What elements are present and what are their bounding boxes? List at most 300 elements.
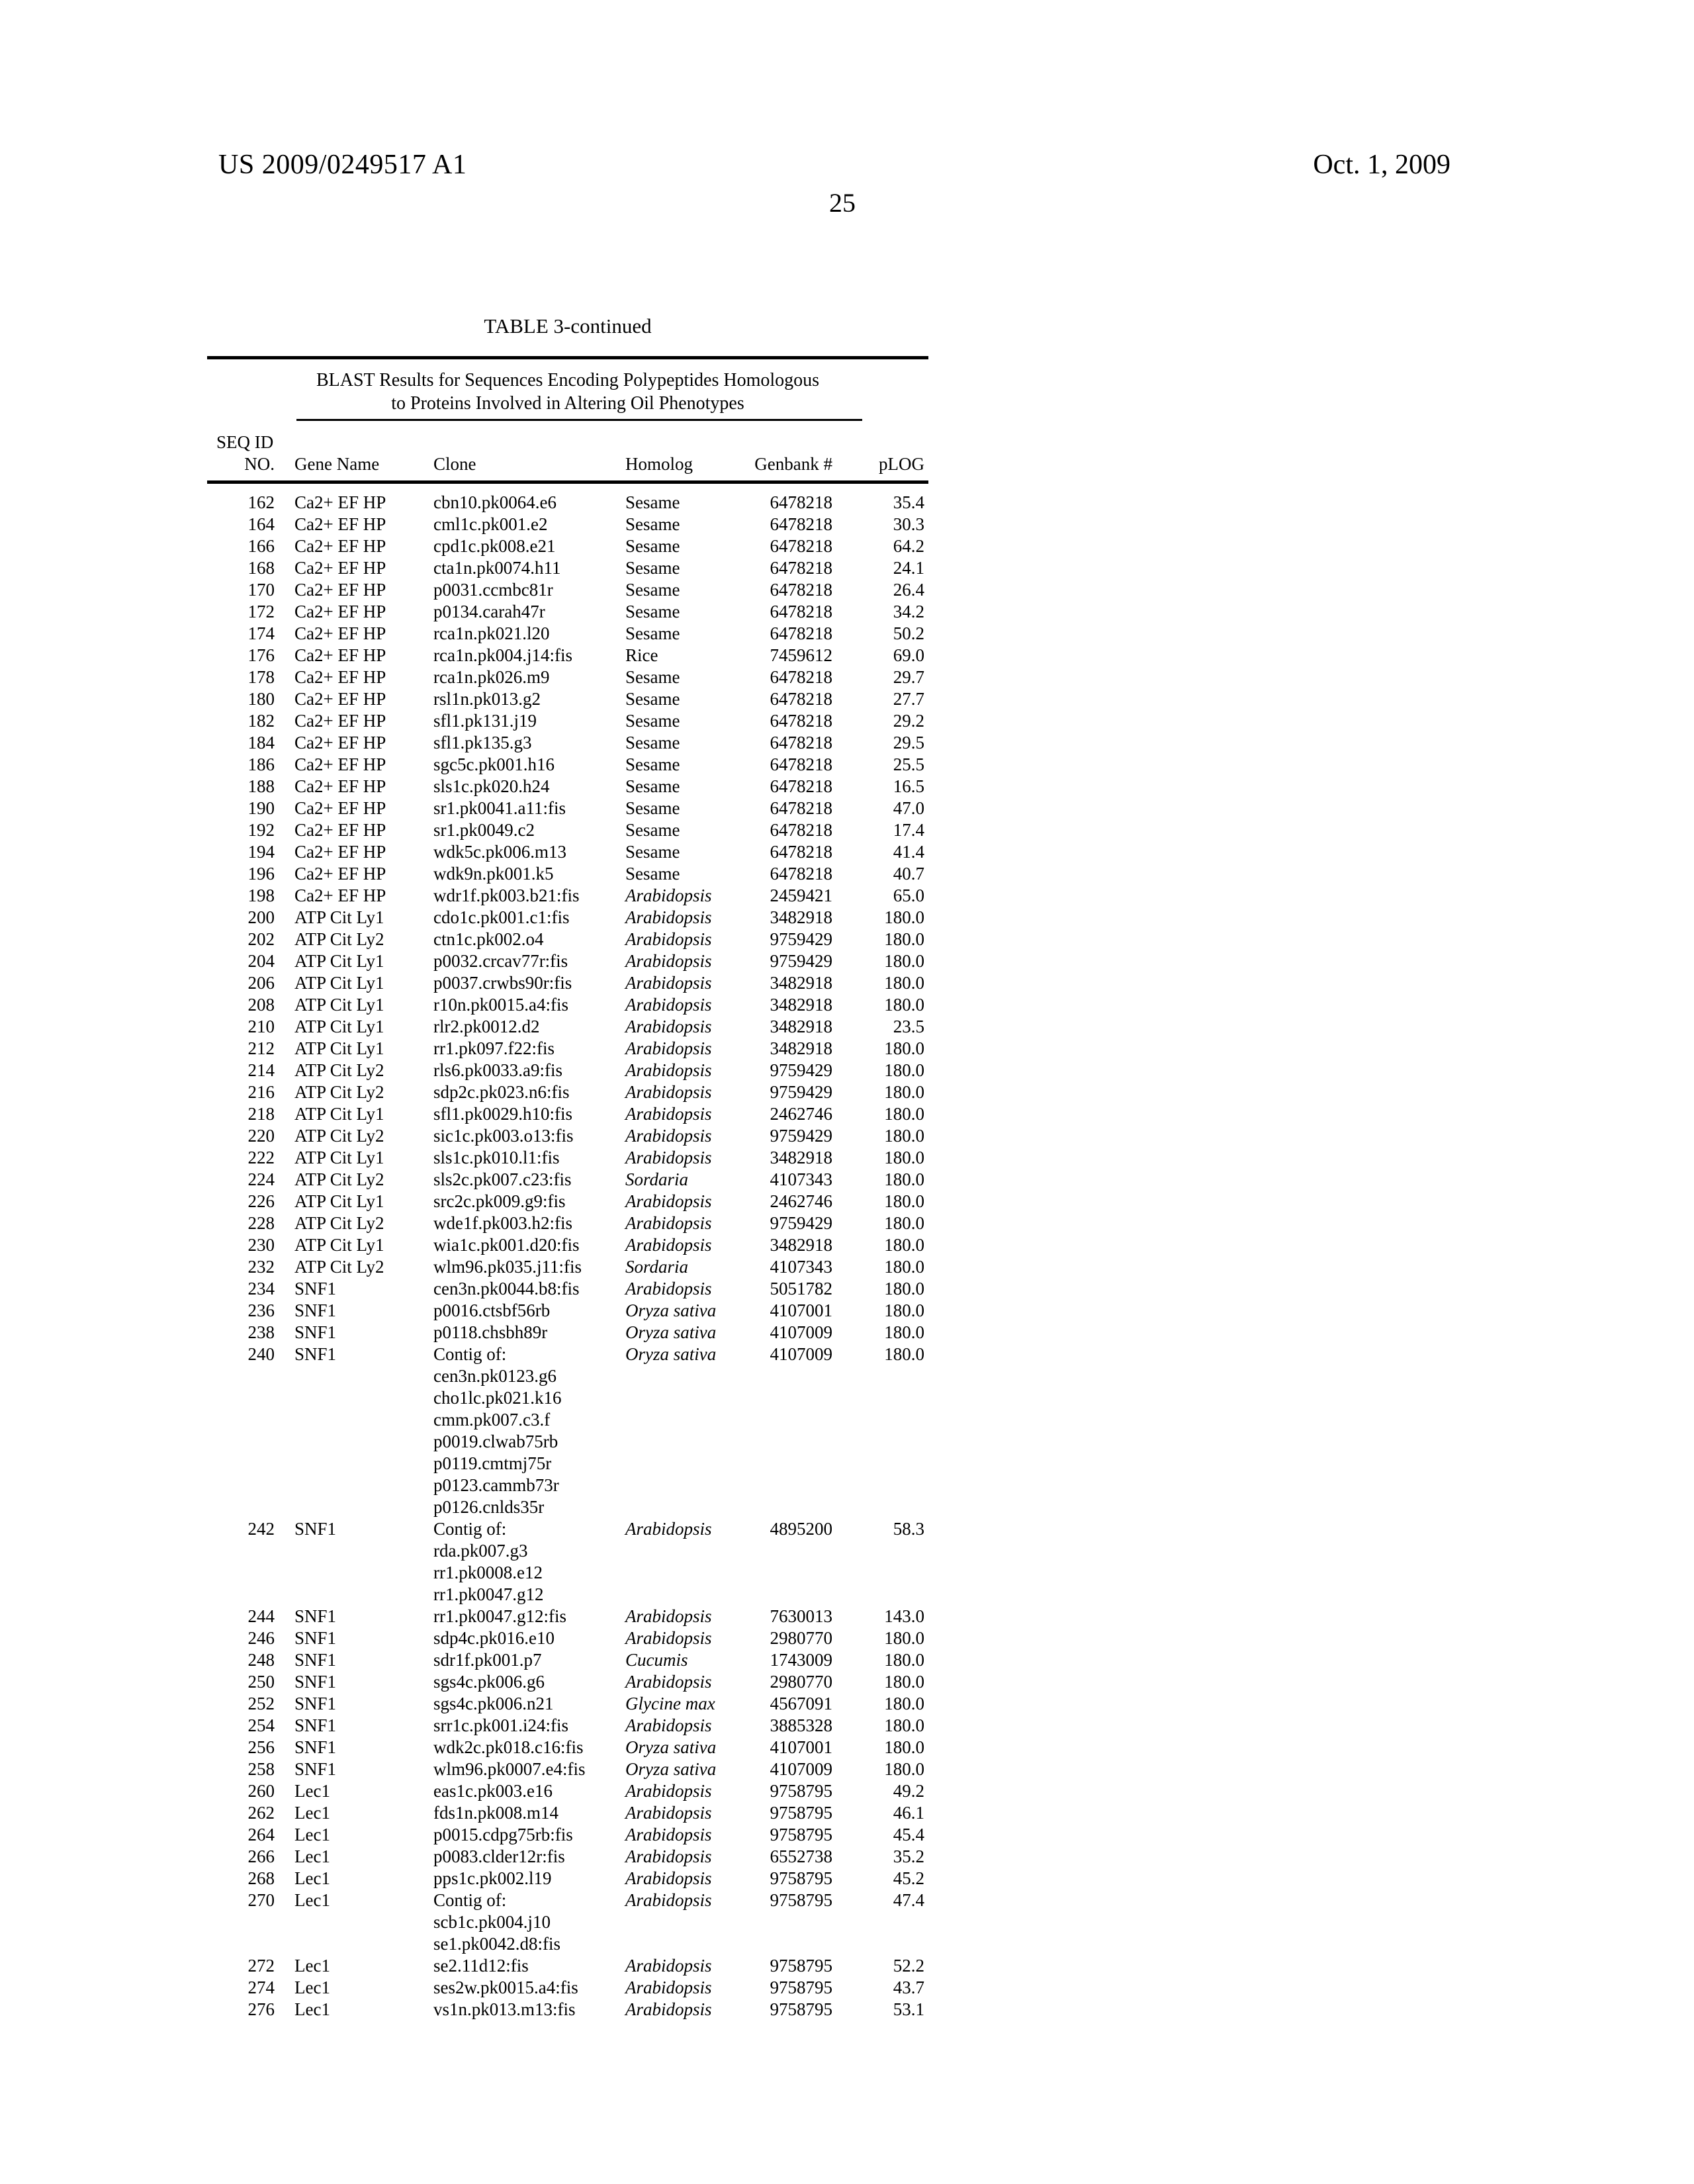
table-row <box>207 1868 928 1889</box>
cell-plog: 180.0 <box>884 1715 924 1735</box>
cell-gene-name: Ca2+ EF HP <box>294 886 386 905</box>
cell-clone <box>433 929 625 950</box>
cell-genbank: 6478218 <box>770 558 832 578</box>
table-row <box>207 1627 928 1649</box>
cell-genbank: 9758795 <box>770 1825 832 1844</box>
cell-seq-id: 202 <box>247 929 275 949</box>
clone-line: scb1c.pk004.j10 <box>433 1912 551 1932</box>
cell-seq-id: 230 <box>247 1235 275 1255</box>
cell-homolog: Arabidopsis <box>625 1235 712 1255</box>
table-row <box>207 863 928 885</box>
cell-genbank: 4107009 <box>770 1322 832 1342</box>
clone-line: cen3n.pk0123.g6 <box>433 1366 557 1386</box>
cell-plog: 47.0 <box>893 798 924 818</box>
cell-homolog: Arabidopsis <box>625 1956 712 1976</box>
cell-seq-id: 198 <box>247 886 275 905</box>
cell-seq-id: 234 <box>247 1279 275 1298</box>
table-row <box>207 1955 928 1977</box>
cell-gene-name: Ca2+ EF HP <box>294 623 386 643</box>
col-header-clone: Clone <box>433 454 476 474</box>
table-row <box>207 1824 928 1846</box>
cell-genbank: 4107343 <box>770 1169 832 1189</box>
clone-line: wdk2c.pk018.c16:fis <box>433 1737 584 1757</box>
table-row <box>207 929 928 950</box>
cell-seq-id: 170 <box>247 580 275 600</box>
table-row <box>207 688 928 710</box>
cell-gene-name: Ca2+ EF HP <box>294 667 386 687</box>
publication-date: Oct. 1, 2009 <box>1313 150 1450 180</box>
cell-genbank: 9759429 <box>770 1082 832 1102</box>
cell-homolog: Arabidopsis <box>625 907 712 927</box>
cell-homolog: Sesame <box>625 536 680 556</box>
cell-seq-id: 244 <box>247 1606 275 1626</box>
cell-seq-id: 240 <box>247 1344 275 1364</box>
cell-plog: 25.5 <box>893 754 924 774</box>
cell-clone <box>433 754 625 776</box>
cell-plog: 47.4 <box>893 1890 924 1910</box>
page-number: 25 <box>829 188 856 218</box>
clone-line: wlm96.pk0007.e4:fis <box>433 1759 586 1779</box>
table-row <box>207 1278 928 1300</box>
cell-plog: 16.5 <box>893 776 924 796</box>
table-row <box>207 1103 928 1125</box>
cell-clone <box>433 601 625 623</box>
cell-genbank: 4107001 <box>770 1737 832 1757</box>
table-row <box>207 557 928 579</box>
cell-genbank: 9758795 <box>770 1803 832 1823</box>
cell-gene-name: Ca2+ EF HP <box>294 733 386 752</box>
clone-line: sgc5c.pk001.h16 <box>433 754 555 774</box>
cell-plog: 26.4 <box>893 580 924 600</box>
table-row <box>207 1191 928 1212</box>
table-header-row <box>207 453 928 475</box>
cell-seq-id: 196 <box>247 864 275 884</box>
cell-gene-name: ATP Cit Ly2 <box>294 1126 384 1146</box>
cell-genbank: 3482918 <box>770 1148 832 1167</box>
cell-clone <box>433 863 625 885</box>
clone-line: ctn1c.pk002.o4 <box>433 929 544 949</box>
cell-plog: 17.4 <box>893 820 924 840</box>
cell-gene-name: Ca2+ EF HP <box>294 820 386 840</box>
cell-homolog: Arabidopsis <box>625 973 712 993</box>
cell-gene-name: ATP Cit Ly1 <box>294 1235 384 1255</box>
cell-clone <box>433 1256 625 1278</box>
cell-plog: 52.2 <box>893 1956 924 1976</box>
cell-plog: 29.7 <box>893 667 924 687</box>
cell-plog: 180.0 <box>884 1191 924 1211</box>
col-header-genbank: Genbank # <box>754 454 832 474</box>
cell-seq-id: 182 <box>247 711 275 731</box>
cell-genbank: 9759429 <box>770 951 832 971</box>
cell-homolog: Arabidopsis <box>625 1890 712 1910</box>
cell-homolog: Arabidopsis <box>625 1038 712 1058</box>
table-row <box>207 1343 928 1518</box>
cell-homolog: Sesame <box>625 667 680 687</box>
cell-clone <box>433 819 625 841</box>
cell-clone <box>433 1169 625 1191</box>
cell-homolog: Arabidopsis <box>625 1781 712 1801</box>
cell-clone <box>433 1693 625 1715</box>
cell-genbank: 9758795 <box>770 1890 832 1910</box>
clone-line: vs1n.pk013.m13:fis <box>433 1999 576 2019</box>
cell-genbank: 9759429 <box>770 929 832 949</box>
cell-genbank: 3482918 <box>770 1235 832 1255</box>
table-row <box>207 1300 928 1322</box>
cell-plog: 180.0 <box>884 1322 924 1342</box>
clone-line: fds1n.pk008.m14 <box>433 1803 558 1823</box>
cell-homolog: Oryza sativa <box>625 1344 717 1364</box>
cell-genbank: 9758795 <box>770 1999 832 2019</box>
table-row <box>207 1212 928 1234</box>
cell-clone <box>433 994 625 1016</box>
cell-gene-name: Ca2+ EF HP <box>294 645 386 665</box>
cell-gene-name: Lec1 <box>294 1999 330 2019</box>
cell-homolog: Arabidopsis <box>625 1999 712 2019</box>
cell-homolog: Glycine max <box>625 1694 715 1713</box>
clone-line: sdr1f.pk001.p7 <box>433 1650 542 1670</box>
clone-line: se1.pk0042.d8:fis <box>433 1934 560 1954</box>
table-row <box>207 535 928 557</box>
cell-genbank: 6478218 <box>770 689 832 709</box>
clone-line: eas1c.pk003.e16 <box>433 1781 553 1801</box>
cell-gene-name: ATP Cit Ly2 <box>294 1257 384 1277</box>
cell-clone <box>433 535 625 557</box>
cell-clone <box>433 1889 625 1955</box>
cell-clone <box>433 1999 625 2021</box>
cell-plog: 180.0 <box>884 1060 924 1080</box>
cell-clone <box>433 950 625 972</box>
clone-line: p0126.cnlds35r <box>433 1497 545 1517</box>
cell-clone <box>433 1649 625 1671</box>
clone-line: sic1c.pk003.o13:fis <box>433 1126 574 1146</box>
cell-gene-name: SNF1 <box>294 1606 337 1626</box>
cell-seq-id: 174 <box>247 623 275 643</box>
cell-plog: 45.2 <box>893 1868 924 1888</box>
table-row <box>207 1715 928 1737</box>
cell-seq-id: 236 <box>247 1300 275 1320</box>
cell-gene-name: Lec1 <box>294 1781 330 1801</box>
cell-homolog: Arabidopsis <box>625 1628 712 1648</box>
clone-line: p0015.cdpg75rb:fis <box>433 1825 573 1844</box>
table-row <box>207 841 928 863</box>
cell-seq-id: 238 <box>247 1322 275 1342</box>
cell-genbank: 6478218 <box>770 492 832 512</box>
cell-plog: 180.0 <box>884 1126 924 1146</box>
cell-genbank: 2980770 <box>770 1672 832 1692</box>
cell-homolog: Arabidopsis <box>625 1519 712 1539</box>
table-row <box>207 1038 928 1060</box>
cell-plog: 46.1 <box>893 1803 924 1823</box>
table-row <box>207 907 928 929</box>
cell-clone <box>433 841 625 863</box>
cell-genbank: 6478218 <box>770 754 832 774</box>
cell-seq-id: 260 <box>247 1781 275 1801</box>
cell-clone <box>433 1038 625 1060</box>
cell-seq-id: 164 <box>247 514 275 534</box>
cell-clone <box>433 666 625 688</box>
cell-seq-id: 222 <box>247 1148 275 1167</box>
table-row <box>207 623 928 645</box>
cell-homolog: Arabidopsis <box>625 1213 712 1233</box>
cell-plog: 35.4 <box>893 492 924 512</box>
cell-gene-name: Lec1 <box>294 1825 330 1844</box>
cell-plog: 180.0 <box>884 973 924 993</box>
clone-line: sgs4c.pk006.g6 <box>433 1672 545 1692</box>
cell-plog: 43.7 <box>893 1978 924 1997</box>
cell-seq-id: 276 <box>247 1999 275 2019</box>
cell-homolog: Arabidopsis <box>625 1191 712 1211</box>
cell-seq-id: 256 <box>247 1737 275 1757</box>
col-header-seq-id: SEQ ID <box>216 432 274 452</box>
table-row <box>207 1081 928 1103</box>
cell-homolog: Sesame <box>625 514 680 534</box>
cell-plog: 180.0 <box>884 1737 924 1757</box>
clone-line: sfl1.pk135.g3 <box>433 733 532 752</box>
table-row <box>207 1125 928 1147</box>
cell-genbank: 2980770 <box>770 1628 832 1648</box>
cell-genbank: 9759429 <box>770 1126 832 1146</box>
cell-homolog: Arabidopsis <box>625 1104 712 1124</box>
table-row <box>207 492 928 514</box>
cell-gene-name: Lec1 <box>294 1846 330 1866</box>
cell-clone <box>433 776 625 797</box>
cell-clone <box>433 797 625 819</box>
table-row <box>207 732 928 754</box>
col-header-no: NO. <box>244 454 275 474</box>
patent-number: US 2009/0249517 A1 <box>218 150 467 180</box>
clone-line: pps1c.pk002.l19 <box>433 1868 552 1888</box>
cell-seq-id: 228 <box>247 1213 275 1233</box>
cell-plog: 58.3 <box>893 1519 924 1539</box>
cell-plog: 180.0 <box>884 1213 924 1233</box>
cell-plog: 69.0 <box>893 645 924 665</box>
cell-genbank: 7459612 <box>770 645 832 665</box>
cell-seq-id: 262 <box>247 1803 275 1823</box>
clone-line: rca1n.pk026.m9 <box>433 667 550 687</box>
cell-seq-id: 180 <box>247 689 275 709</box>
cell-clone <box>433 1081 625 1103</box>
cell-seq-id: 204 <box>247 951 275 971</box>
cell-plog: 180.0 <box>884 1694 924 1713</box>
cell-seq-id: 242 <box>247 1519 275 1539</box>
cell-clone <box>433 732 625 754</box>
cell-homolog: Arabidopsis <box>625 929 712 949</box>
clone-line: cmm.pk007.c3.f <box>433 1410 551 1430</box>
table-row <box>207 819 928 841</box>
cell-seq-id: 184 <box>247 733 275 752</box>
cell-plog: 29.2 <box>893 711 924 731</box>
cell-genbank: 5051782 <box>770 1279 832 1298</box>
cell-homolog: Oryza sativa <box>625 1300 717 1320</box>
cell-gene-name: ATP Cit Ly2 <box>294 1213 384 1233</box>
clone-line: se2.11d12:fis <box>433 1956 529 1976</box>
cell-homolog: Arabidopsis <box>625 995 712 1015</box>
clone-line: srr1c.pk001.i24:fis <box>433 1715 568 1735</box>
cell-homolog: Arabidopsis <box>625 1803 712 1823</box>
cell-plog: 180.0 <box>884 1344 924 1364</box>
cell-clone <box>433 623 625 645</box>
clone-line: r10n.pk0015.a4:fis <box>433 995 568 1015</box>
cell-seq-id: 246 <box>247 1628 275 1648</box>
cell-plog: 180.0 <box>884 1759 924 1779</box>
clone-line: cdo1c.pk001.c1:fis <box>433 907 570 927</box>
cell-gene-name: Ca2+ EF HP <box>294 536 386 556</box>
table-body <box>207 492 928 2021</box>
cell-plog: 180.0 <box>884 1650 924 1670</box>
table-row <box>207 1780 928 1802</box>
cell-plog: 180.0 <box>884 995 924 1015</box>
table-row <box>207 579 928 601</box>
cell-homolog: Oryza sativa <box>625 1759 717 1779</box>
cell-genbank: 1743009 <box>770 1650 832 1670</box>
cell-homolog: Arabidopsis <box>625 1978 712 1997</box>
clone-line: p0019.clwab75rb <box>433 1432 558 1451</box>
cell-gene-name: SNF1 <box>294 1300 337 1320</box>
clone-line: wlm96.pk035.j11:fis <box>433 1257 582 1277</box>
cell-gene-name: SNF1 <box>294 1344 337 1364</box>
table-row <box>207 1889 928 1955</box>
cell-homolog: Sesame <box>625 711 680 731</box>
cell-clone <box>433 885 625 907</box>
cell-homolog: Arabidopsis <box>625 1825 712 1844</box>
clone-line: sr1.pk0049.c2 <box>433 820 535 840</box>
clone-line: cbn10.pk0064.e6 <box>433 492 557 512</box>
table-row <box>207 1256 928 1278</box>
clone-line: Contig of: <box>433 1890 507 1910</box>
cell-clone <box>433 579 625 601</box>
table-row <box>207 645 928 666</box>
cell-clone <box>433 1606 625 1627</box>
cell-gene-name: SNF1 <box>294 1715 337 1735</box>
cell-genbank: 3885328 <box>770 1715 832 1735</box>
table-3-continued <box>207 315 928 2021</box>
cell-plog: 29.5 <box>893 733 924 752</box>
clone-line: cml1c.pk001.e2 <box>433 514 548 534</box>
subtitle-line-1: BLAST Results for Sequences Encoding Polypeptides Homologous <box>316 370 820 390</box>
cell-genbank: 9758795 <box>770 1978 832 1997</box>
cell-genbank: 4107009 <box>770 1344 832 1364</box>
cell-gene-name: Ca2+ EF HP <box>294 492 386 512</box>
table-row <box>207 1999 928 2021</box>
clone-line: sr1.pk0041.a11:fis <box>433 798 566 818</box>
cell-homolog: Rice <box>625 645 658 665</box>
table-header <box>207 432 928 475</box>
cell-plog: 53.1 <box>893 1999 924 2019</box>
cell-homolog: Sordaria <box>625 1257 689 1277</box>
clone-line: cho1lc.pk021.k16 <box>433 1388 562 1408</box>
cell-homolog: Arabidopsis <box>625 1148 712 1167</box>
cell-gene-name: ATP Cit Ly2 <box>294 929 384 949</box>
cell-clone <box>433 1300 625 1322</box>
clone-line: src2c.pk009.g9:fis <box>433 1191 566 1211</box>
cell-seq-id: 274 <box>247 1978 275 1997</box>
cell-gene-name: SNF1 <box>294 1628 337 1648</box>
clone-line: rr1.pk0047.g12:fis <box>433 1606 566 1626</box>
cell-homolog: Sesame <box>625 623 680 643</box>
cell-plog: 180.0 <box>884 1169 924 1189</box>
cell-homolog: Arabidopsis <box>625 951 712 971</box>
cell-gene-name: Lec1 <box>294 1978 330 1997</box>
cell-seq-id: 218 <box>247 1104 275 1124</box>
cell-genbank: 2462746 <box>770 1191 832 1211</box>
cell-genbank: 3482918 <box>770 1017 832 1036</box>
clone-line: p0083.clder12r:fis <box>433 1846 565 1866</box>
cell-gene-name: SNF1 <box>294 1737 337 1757</box>
cell-seq-id: 272 <box>247 1956 275 1976</box>
cell-gene-name: SNF1 <box>294 1650 337 1670</box>
cell-seq-id: 254 <box>247 1715 275 1735</box>
cell-homolog: Oryza sativa <box>625 1322 717 1342</box>
cell-plog: 180.0 <box>884 1628 924 1648</box>
cell-gene-name: Lec1 <box>294 1956 330 1976</box>
table-row <box>207 1671 928 1693</box>
table-row <box>207 1016 928 1038</box>
cell-genbank: 4107009 <box>770 1759 832 1779</box>
cell-gene-name: ATP Cit Ly1 <box>294 1191 384 1211</box>
cell-seq-id: 216 <box>247 1082 275 1102</box>
cell-plog: 64.2 <box>893 536 924 556</box>
cell-homolog: Arabidopsis <box>625 1017 712 1036</box>
cell-gene-name: ATP Cit Ly1 <box>294 1038 384 1058</box>
cell-homolog: Sesame <box>625 820 680 840</box>
cell-plog: 180.0 <box>884 1235 924 1255</box>
cell-genbank: 9758795 <box>770 1781 832 1801</box>
clone-line: rca1n.pk021.l20 <box>433 623 550 643</box>
table-subtitle <box>207 369 928 415</box>
cell-homolog: Oryza sativa <box>625 1737 717 1757</box>
cell-homolog: Arabidopsis <box>625 1715 712 1735</box>
cell-clone <box>433 1278 625 1300</box>
clone-line: wdr1f.pk003.b21:fis <box>433 886 580 905</box>
cell-gene-name: ATP Cit Ly1 <box>294 951 384 971</box>
cell-genbank: 6478218 <box>770 864 832 884</box>
col-header-homolog: Homolog <box>625 454 693 474</box>
clone-line: rca1n.pk004.j14:fis <box>433 645 572 665</box>
table-row <box>207 776 928 797</box>
cell-clone <box>433 907 625 929</box>
cell-seq-id: 252 <box>247 1694 275 1713</box>
cell-seq-id: 200 <box>247 907 275 927</box>
table-row <box>207 1518 928 1606</box>
cell-genbank: 4567091 <box>770 1694 832 1713</box>
cell-genbank: 6478218 <box>770 602 832 621</box>
cell-seq-id: 220 <box>247 1126 275 1146</box>
cell-plog: 143.0 <box>884 1606 924 1626</box>
cell-seq-id: 192 <box>247 820 275 840</box>
table-row <box>207 1693 928 1715</box>
clone-line: p0037.crwbs90r:fis <box>433 973 572 993</box>
table-row <box>207 1606 928 1627</box>
clone-line: wdk5c.pk006.m13 <box>433 842 566 862</box>
cell-gene-name: ATP Cit Ly1 <box>294 973 384 993</box>
cell-seq-id: 194 <box>247 842 275 862</box>
cell-seq-id: 176 <box>247 645 275 665</box>
cell-clone <box>433 1060 625 1081</box>
cell-clone <box>433 492 625 514</box>
cell-homolog: Arabidopsis <box>625 1279 712 1298</box>
cell-genbank: 6478218 <box>770 842 832 862</box>
cell-genbank: 9759429 <box>770 1213 832 1233</box>
cell-seq-id: 186 <box>247 754 275 774</box>
table-row <box>207 1649 928 1671</box>
cell-gene-name: Lec1 <box>294 1890 330 1910</box>
cell-genbank: 6478218 <box>770 733 832 752</box>
cell-gene-name: Ca2+ EF HP <box>294 776 386 796</box>
clone-line: p0031.ccmbc81r <box>433 580 553 600</box>
table-title: TABLE 3-continued <box>484 314 652 338</box>
cell-plog: 30.3 <box>893 514 924 534</box>
cell-seq-id: 212 <box>247 1038 275 1058</box>
